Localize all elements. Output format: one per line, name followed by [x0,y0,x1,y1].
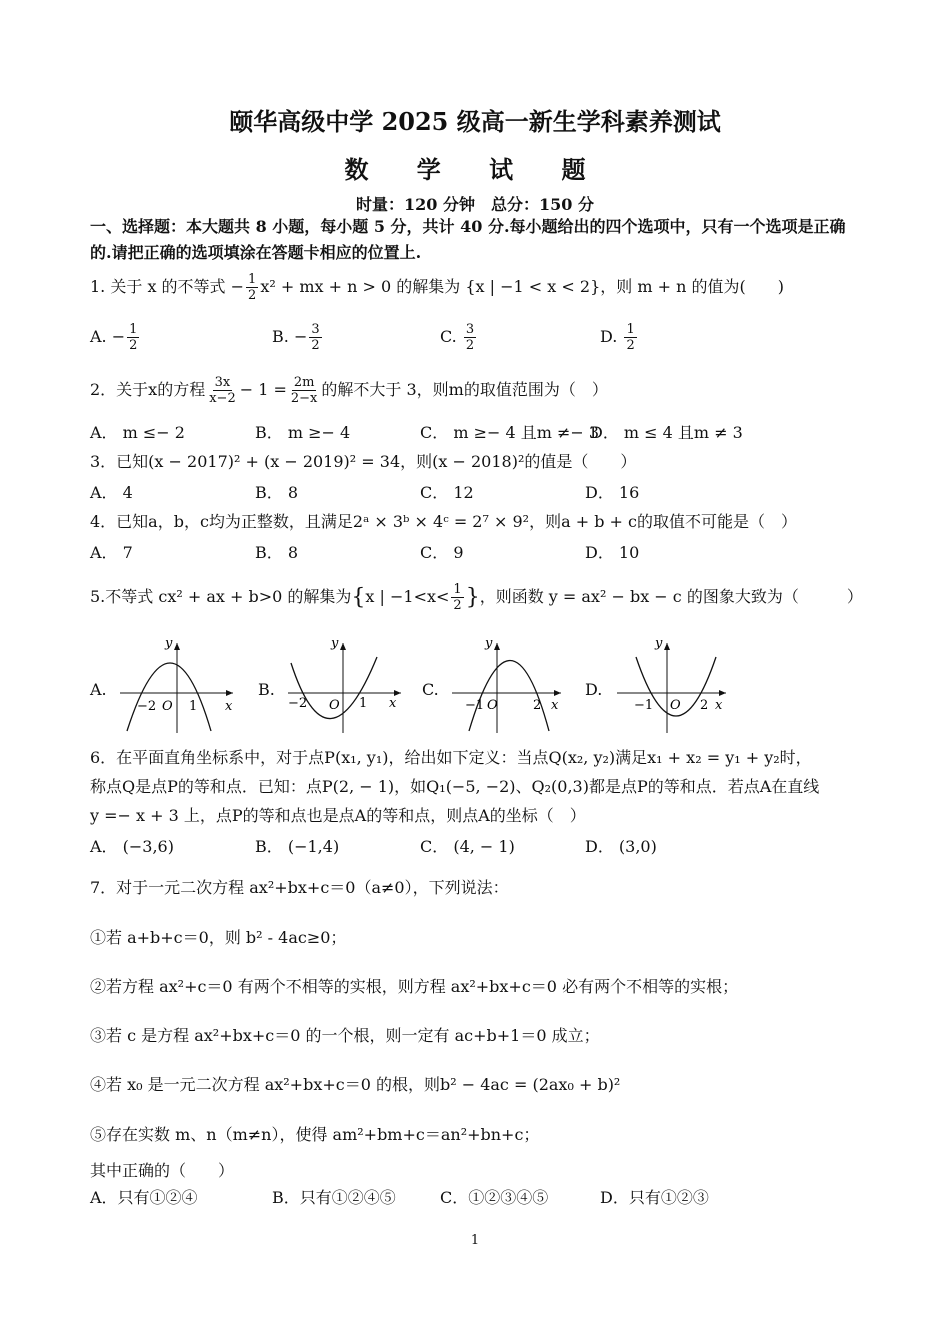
question-6-line-1: 6．在平面直角坐标系中，对于点P(x₁, y₁)，给出如下定义：当点Q(x₂, y₂)满足x₁ + x₂ = y₁ + y₂时， [90,748,812,767]
y-axis-arrow [340,643,346,650]
q2-option-c[interactable]: C． m ≥− 4 且m ≠− 3 [420,423,600,442]
q1-pre: 1. 关于 x 的不等式 − [90,277,245,296]
q5-option-a[interactable]: A. [90,680,107,699]
tick-label: −2 [288,696,308,711]
q7-ask: 其中正确的（ ） [90,1161,235,1180]
question-1 [90,272,784,303]
question-5: 5.不等式 cx² + ax + b>0 的解集为{x | −1<x< $\frac{1}{2}$ }，则函数 y = ax² − bx − c 的图象大致为（ ） [90,582,863,613]
q4-option-b[interactable]: B． 8 [255,543,299,562]
x-axis-arrow [719,690,726,696]
exam-title: 颐华高级中学 2025 级高一新生学科素养测试 [229,107,721,136]
parabola-curve [127,663,211,731]
q5-option-c[interactable]: C. [422,680,439,699]
q2-option-d[interactable]: D． m ≤ 4 且m ≠ 3 [590,423,743,442]
page-number: 1 [470,1233,480,1248]
question-2: 2．关于x的方程 $\frac{3x}{x-2}$ − 1 = $\frac{2m}{2-x}$ 的解不大于 3，则m的取值范围为（ ） [90,375,608,406]
y-axis-arrow [174,643,180,650]
origin-label: O [670,698,681,713]
section-heading: 一、选择题：本大题共 8 小题，每小题 5 分，共计 40 分.每小题给出的四个选项中，只有一个选项是正确的.请把正确的选项填涂在答题卡相应的位置上. [90,217,846,262]
parabola-curve [469,661,549,732]
tick-label: 1 [359,696,368,711]
q4-option-d[interactable]: D． 10 [585,543,640,562]
q6-option-a[interactable]: A． (−3,6) [90,837,174,856]
q7-statement-1: ①若 a+b+c＝0，则 b² - 4ac≥0； [90,928,347,947]
x-axis-arrow [226,690,233,696]
question-3: 3．已知(x − 2017)² + (x − 2019)² = 34，则(x − 2018)²的值是（ ） [90,452,637,471]
y-axis-arrow [494,643,500,650]
exam-meta: 时量：120 分钟 总分：150 分 [356,195,594,214]
q3-option-c[interactable]: C． 12 [420,483,474,502]
q3-option-b[interactable]: B． 8 [255,483,299,502]
q7-option-d[interactable]: D．只有①②③ [600,1188,709,1207]
x-label: x [715,698,723,713]
q1-post: x² + mx + n > 0 的解集为 {x | −1 < x < 2}，则 m + n 的值为( ) [260,277,784,296]
q1-option-c[interactable]: C. $\frac{3}{2}$ [440,322,475,353]
question-6-line-2: 称点Q是点P的等和点．已知：点P(2, − 1)，如Q₁(−5, −2)、Q₂(0,3)都是点P的等和点．若点A在直线 [90,777,820,796]
q1-option-b[interactable]: B. − $\frac{3}{2}$ [272,322,320,353]
q2-fraction-1: $\frac{3x}{x-2}$ [209,375,236,406]
origin-label: O [162,699,173,714]
q7-statement-3: ③若 c 是方程 ax²+bx+c＝0 的一个根，则一定有 ac+b+1＝0 成立； [90,1026,600,1045]
tick-label: 2 [700,698,709,713]
y-axis-arrow [664,643,670,650]
y-label: y [331,636,339,651]
q7-statement-2: ②若方程 ax²+c＝0 有两个不相等的实根，则方程 ax²+bx+c＝0 必有两个不相等的实根； [90,977,739,996]
q3-option-a[interactable]: A． 4 [90,483,133,502]
y-label: y [655,636,663,651]
q6-option-d[interactable]: D． (3,0) [585,837,657,856]
q2-option-b[interactable]: B． m ≥− 4 [255,423,351,442]
tick-label: −1 [634,698,654,713]
q5-graph-d [612,635,732,735]
q1-option-a[interactable]: A. − $\frac{1}{2}$ [90,322,138,353]
x-label: x [389,696,397,711]
y-label: y [485,636,493,651]
q5-graph-a [115,635,240,735]
q1-option-d[interactable]: D. $\frac{1}{2}$ [600,322,635,353]
question-7-stem: 7．对于一元二次方程 ax²+bx+c＝0（a≠0），下列说法： [90,878,509,897]
q5-graph-c [447,635,567,735]
tick-label: −2 [137,699,157,714]
exam-subtitle: 数 学 试 题 [344,155,606,184]
q6-option-c[interactable]: C． (4, − 1) [420,837,515,856]
q7-statement-5: ⑤存在实数 m、n（m≠n），使得 am²+bm+c＝an²+bn+c； [90,1125,540,1144]
x-label: x [551,698,559,713]
q2-option-a[interactable]: A． m ≤− 2 [90,423,185,442]
q5-option-b[interactable]: B. [258,680,275,699]
q7-option-b[interactable]: B．只有①②④⑤ [272,1188,396,1207]
tick-label: −1 [465,698,485,713]
q4-option-c[interactable]: C． 9 [420,543,464,562]
tick-label: 2 [533,698,542,713]
question-4: 4．已知a，b，c均为正整数，且满足2ᵃ × 3ᵇ × 4ᶜ = 2⁷ × 9²，则a + b + c的取值不可能是（ ） [90,512,797,531]
origin-label: O [487,698,498,713]
q7-option-a[interactable]: A．只有①②④ [90,1188,198,1207]
q1-fraction: $\frac{1}{2}$ [248,272,257,303]
q4-option-a[interactable]: A． 7 [90,543,133,562]
q6-option-b[interactable]: B． (−1,4) [255,837,340,856]
x-label: x [225,699,233,714]
y-label: y [165,636,173,651]
q5-option-d[interactable]: D. [585,680,603,699]
x-axis-arrow [554,690,561,696]
origin-label: O [329,698,340,713]
tick-label: 1 [189,699,198,714]
q7-statement-4: ④若 x₀ 是一元二次方程 ax²+bx+c＝0 的根，则b² − 4ac = (2ax₀ + b)² [90,1075,621,1094]
question-6-line-3: y =− x + 3 上，点P的等和点也是点A的等和点，则点A的坐标（ ） [90,806,586,825]
q3-option-d[interactable]: D． 16 [585,483,640,502]
q7-option-c[interactable]: C．①②③④⑤ [440,1188,549,1207]
q2-fraction-2: $\frac{2m}{2-x}$ [290,375,318,406]
q5-graph-b [283,635,408,735]
